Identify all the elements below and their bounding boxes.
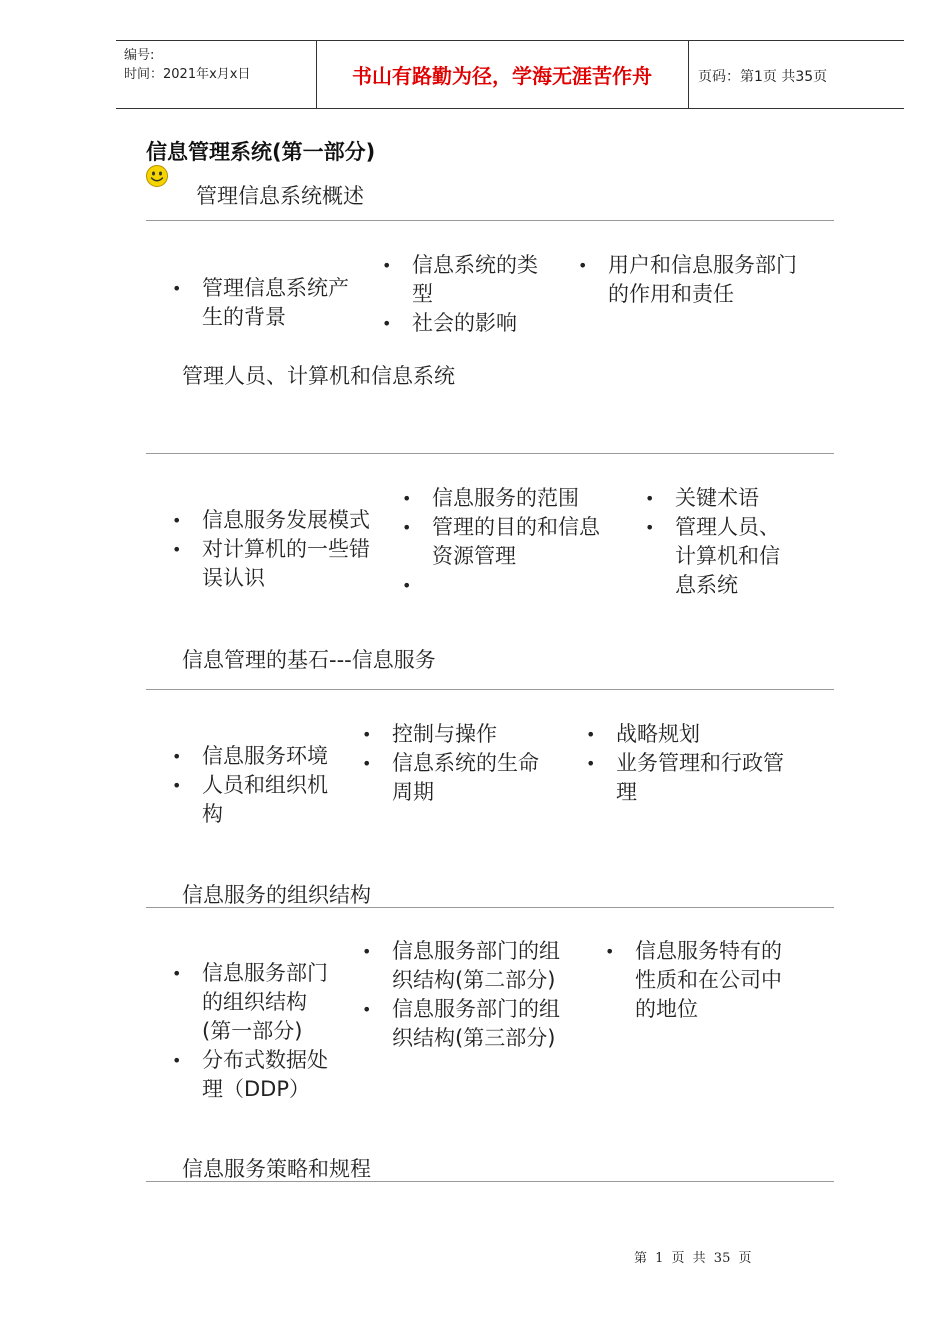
page-info: 页码：第1页 共35页 <box>698 69 828 85</box>
list-item: • 信息服务环境 <box>172 742 332 771</box>
bullet-column <box>645 484 800 600</box>
list-item: • 战略规划 <box>586 720 796 749</box>
bullet-column <box>382 251 542 338</box>
list-item: • 人员和组织机构 <box>172 771 332 829</box>
list-item: • 管理的目的和信息资源管理 <box>402 513 602 571</box>
bullet-column <box>605 937 790 1024</box>
list-item: • 社会的影响 <box>382 309 542 338</box>
divider <box>146 220 834 221</box>
header-divider <box>688 41 689 108</box>
list-item: • 信息服务的范围 <box>402 484 602 513</box>
bullet-column <box>362 720 542 807</box>
number-label: 编号: <box>124 48 155 63</box>
list-item: • 信息服务部门的组织结构(第三部分) <box>362 995 577 1053</box>
list-item: • 关键术语 <box>645 484 800 513</box>
list-item: • 信息系统的生命周期 <box>362 749 542 807</box>
document-title: 信息管理系统(第一部分) <box>146 140 376 164</box>
list-item: • 管理信息系统产生的背景 <box>172 274 352 332</box>
list-item <box>402 571 602 600</box>
bullet-column <box>172 742 332 829</box>
motto: 书山有路勤为径，学海无涯苦作舟 <box>352 64 652 88</box>
smiley-icon <box>145 164 169 188</box>
divider <box>146 907 834 908</box>
section-heading: 信息服务的组织结构 <box>182 883 371 907</box>
document-subtitle: 管理信息系统概述 <box>196 184 364 208</box>
section-heading: 管理人员、计算机和信息系统 <box>182 364 455 388</box>
bullet-column <box>586 720 796 807</box>
bullet-column <box>402 484 602 600</box>
bullet-column <box>172 274 352 332</box>
section-heading: 信息服务策略和规程 <box>182 1157 371 1181</box>
header-table <box>116 40 904 109</box>
time-label: 时间：2021年x月x日 <box>124 67 251 82</box>
list-item: • 业务管理和行政管理 <box>586 749 796 807</box>
list-item: • 分布式数据处理（DDP） <box>172 1046 332 1104</box>
bullet-column <box>362 937 577 1053</box>
list-item: • 信息系统的类型 <box>382 251 542 309</box>
section-heading: 信息管理的基石---信息服务 <box>182 648 436 672</box>
divider <box>146 453 834 454</box>
list-item: • 对计算机的一些错误认识 <box>172 535 372 593</box>
list-item: • 控制与操作 <box>362 720 542 749</box>
list-item: • 信息服务部门的组织结构(第二部分) <box>362 937 577 995</box>
bullet-column <box>172 506 372 593</box>
list-item: • 信息服务特有的性质和在公司中的地位 <box>605 937 790 1024</box>
list-item: • 用户和信息服务部门的作用和责任 <box>578 251 808 309</box>
divider <box>146 689 834 690</box>
bullet-column <box>172 959 332 1104</box>
divider <box>146 1181 834 1182</box>
list-item: • 管理人员、计算机和信息系统 <box>645 513 800 600</box>
page-footer: 第 1 页 共 35 页 <box>634 1251 752 1266</box>
list-item: • 信息服务部门的组织结构(第一部分) <box>172 959 332 1046</box>
bullet-column <box>578 251 808 309</box>
list-item: • 信息服务发展模式 <box>172 506 372 535</box>
